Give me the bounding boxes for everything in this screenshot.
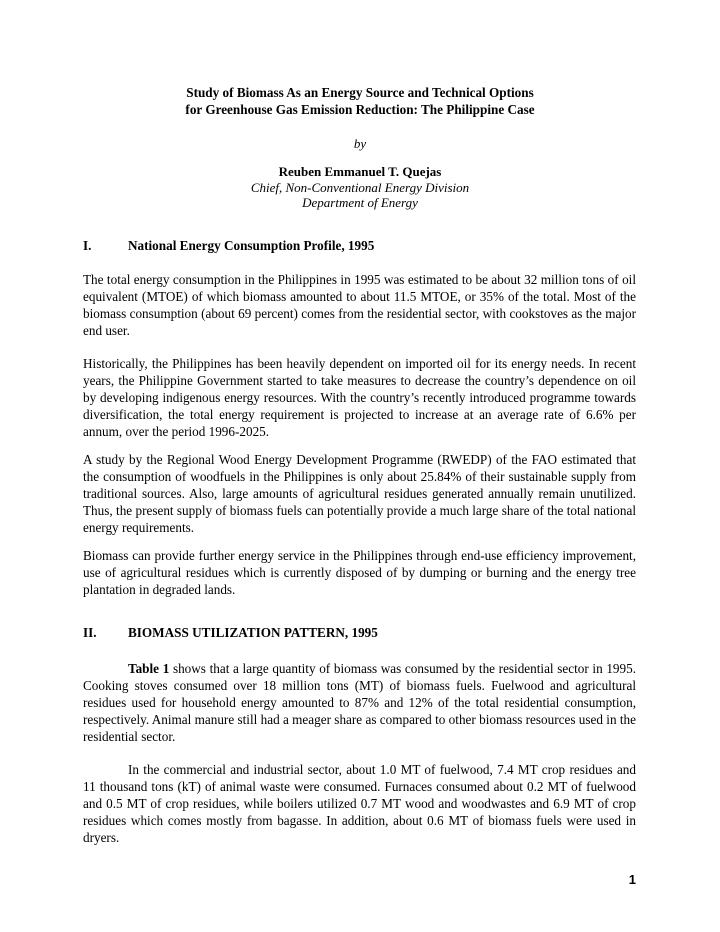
title-line-1: Study of Biomass As an Energy Source and Technical Options	[186, 85, 534, 100]
author-name: Reuben Emmanuel T. Quejas	[278, 164, 442, 179]
page-number: 1	[628, 872, 636, 887]
section-1-paragraph-3: A study by the Regional Wood Energy Development Programme (RWEDP) of the FAO estimated that the consumption of woodfuels in the Philippines is only about 25.84% of their sustainable supply from traditional sources. Also, large amounts of agricultural residues generated annually remain unutilized. Thus, the present supply of biomass fuels can potentially provide a much large share of the total national energy requirements.	[83, 452, 636, 535]
section-2-paragraph-1	[83, 660, 636, 745]
section-1-paragraph-2: Historically, the Philippines has been heavily dependent on imported oil for its energy needs. In recent years, the Philippine Government started to take measures to decrease the country’s dependence on oil by developing indigenous energy resources. With the country’s recently introduced programme towards diversification, the total energy requirement is projected to increase at an average rate of 6.6% per annum, over the period 1996-2025.	[83, 356, 636, 439]
section-2-number: II.	[83, 625, 97, 640]
section-1-paragraph-1: The total energy consumption in the Philippines in 1995 was estimated to be about 32 million tons of oil equivalent (MTOE) of which biomass amounted to about 11.5 MTOE, or 35% of the total. Most of the biomass consumption (about 69 percent) comes from the residential sector, with cookstoves as the major end user.	[83, 272, 636, 338]
section-2-heading	[83, 624, 378, 642]
section-2-paragraph-2: In the commercial and industrial sector, about 1.0 MT of fuelwood, 7.4 MT crop residues and 11 thousand tons (kT) of animal waste were consumed. Furnaces consumed about 0.2 MT of fuelwood and 0.5 MT of crop residues, while boilers utilized 0.7 MT wood and woodwastes and 6.9 MT of crop residues which comes mostly from bagasse. In addition, about 0.6 MT of biomass fuels were used in dryers.	[83, 762, 636, 845]
section-2-title: BIOMASS UTILIZATION PATTERN, 1995	[128, 625, 378, 640]
section-1-number: I.	[83, 238, 92, 253]
title-line-2: for Greenhouse Gas Emission Reduction: The Philippine Case	[185, 102, 535, 117]
section-1-heading	[83, 237, 374, 255]
author-position: Chief, Non-Conventional Energy Division	[250, 180, 470, 195]
author-department: Department of Energy	[302, 195, 418, 210]
section-2-paragraph-1-text: shows that a large quantity of biomass was consumed by the residential sector in 1995. Cooking stoves consumed over 18 million tons (MT) of biomass fuels. Fuelwood and agricultural residues used for household energy amounted to 87% and 12% of the total residential consumption, respectively. Animal manure still had a meager share as compared to other biomass resources used in the residential sector.	[83, 661, 637, 744]
table-reference: Table 1	[128, 661, 170, 676]
section-1-title: National Energy Consumption Profile, 1995	[128, 238, 375, 253]
section-1-paragraph-4: Biomass can provide further energy service in the Philippines through end-use efficiency improvement, use of agricultural residues which is currently disposed of by dumping or burning and the energy tree plantation in degraded lands.	[83, 548, 636, 597]
by-line: by	[353, 136, 367, 151]
